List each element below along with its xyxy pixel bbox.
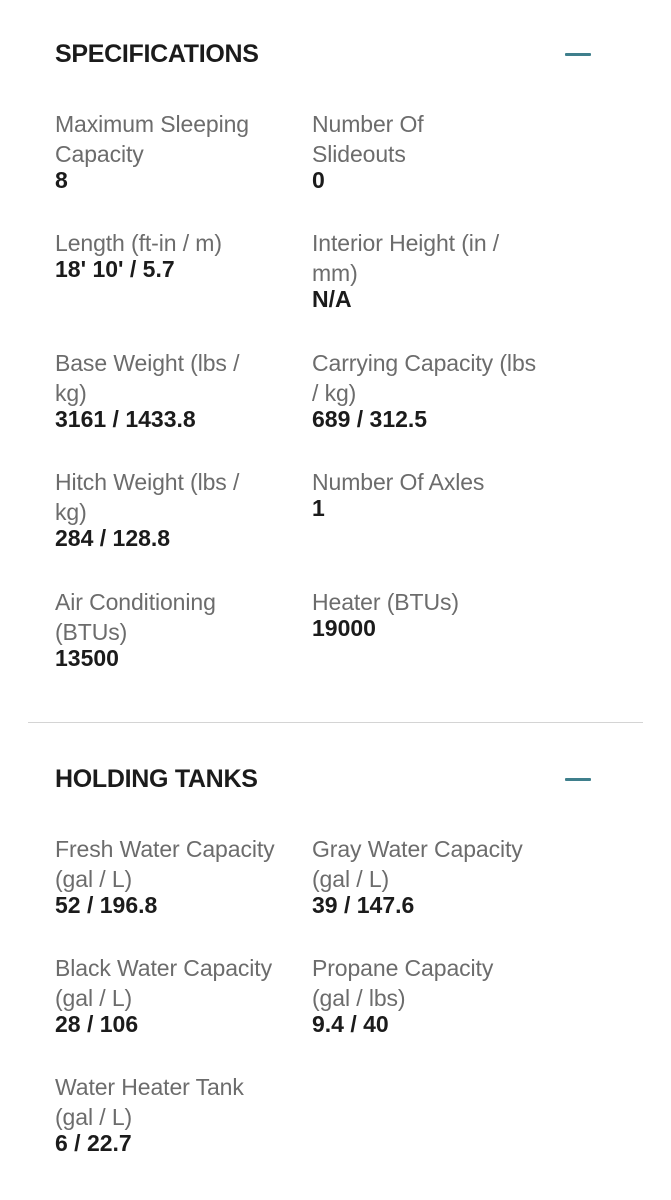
spec-value: 9.4 / 40 (312, 1011, 389, 1037)
spec-interior-height (312, 228, 542, 312)
spec-label: Number Of Axles (312, 469, 485, 495)
holding-tanks-header[interactable] (55, 759, 591, 799)
spec-heater (312, 587, 542, 641)
spec-value: 8 (55, 167, 68, 193)
spec-label: Length (ft-in / m) (55, 230, 222, 256)
spec-label: Hitch Weight (lbs / kg) (55, 469, 240, 525)
spec-propane-capacity (312, 953, 527, 1037)
spec-label: Carrying Capacity (lbs / kg) (312, 350, 537, 406)
spec-label: Propane Capacity (gal / lbs) (312, 955, 494, 1011)
spec-label: Interior Height (in / mm) (312, 230, 500, 286)
spec-label: Heater (BTUs) (312, 589, 459, 615)
specifications-collapse-button[interactable] (565, 42, 591, 66)
holding-tanks-title: HOLDING TANKS (55, 765, 258, 793)
spec-carrying-capacity (312, 348, 542, 432)
spec-gray-water-capacity (312, 834, 552, 918)
holding-tanks-collapse-button[interactable] (565, 767, 591, 791)
spec-number-of-axles (312, 467, 572, 521)
spec-value: 52 / 196.8 (55, 892, 158, 918)
spec-value: 3161 / 1433.8 (55, 406, 196, 432)
spec-base-weight (55, 348, 270, 432)
spec-label: Air Conditioning (BTUs) (55, 589, 216, 645)
specifications-header[interactable] (55, 34, 591, 74)
spec-label: Number Of Slideouts (312, 111, 424, 167)
spec-value: 39 / 147.6 (312, 892, 415, 918)
spec-label: Fresh Water Capacity (gal / L) (55, 836, 275, 892)
spec-value: 13500 (55, 645, 119, 671)
spec-black-water-capacity (55, 953, 295, 1037)
spec-label: Water Heater Tank (gal / L) (55, 1074, 244, 1130)
spec-value: 689 / 312.5 (312, 406, 428, 432)
spec-value: 0 (312, 167, 325, 193)
spec-label: Gray Water Capacity (gal / L) (312, 836, 523, 892)
spec-value: 6 / 22.7 (55, 1130, 132, 1156)
spec-length (55, 228, 285, 282)
spec-value: 19000 (312, 615, 376, 641)
spec-air-conditioning (55, 587, 270, 671)
minus-icon (565, 53, 591, 56)
specifications-title: SPECIFICATIONS (55, 40, 259, 68)
spec-label: Black Water Capacity (gal / L) (55, 955, 272, 1011)
holding-tanks-section (0, 723, 671, 1200)
spec-maximum-sleeping-capacity (55, 109, 285, 193)
spec-value: N/A (312, 286, 352, 312)
spec-value: 28 / 106 (55, 1011, 139, 1037)
spec-water-heater-tank (55, 1072, 280, 1156)
spec-value: 18' 10' / 5.7 (55, 256, 175, 282)
spec-label: Base Weight (lbs / kg) (55, 350, 240, 406)
spec-number-of-slideouts (312, 109, 512, 193)
minus-icon (565, 778, 591, 781)
spec-hitch-weight (55, 467, 270, 551)
spec-label: Maximum Sleeping Capacity (55, 111, 249, 167)
spec-fresh-water-capacity (55, 834, 295, 918)
spec-value: 284 / 128.8 (55, 525, 171, 551)
spec-value: 1 (312, 495, 325, 521)
